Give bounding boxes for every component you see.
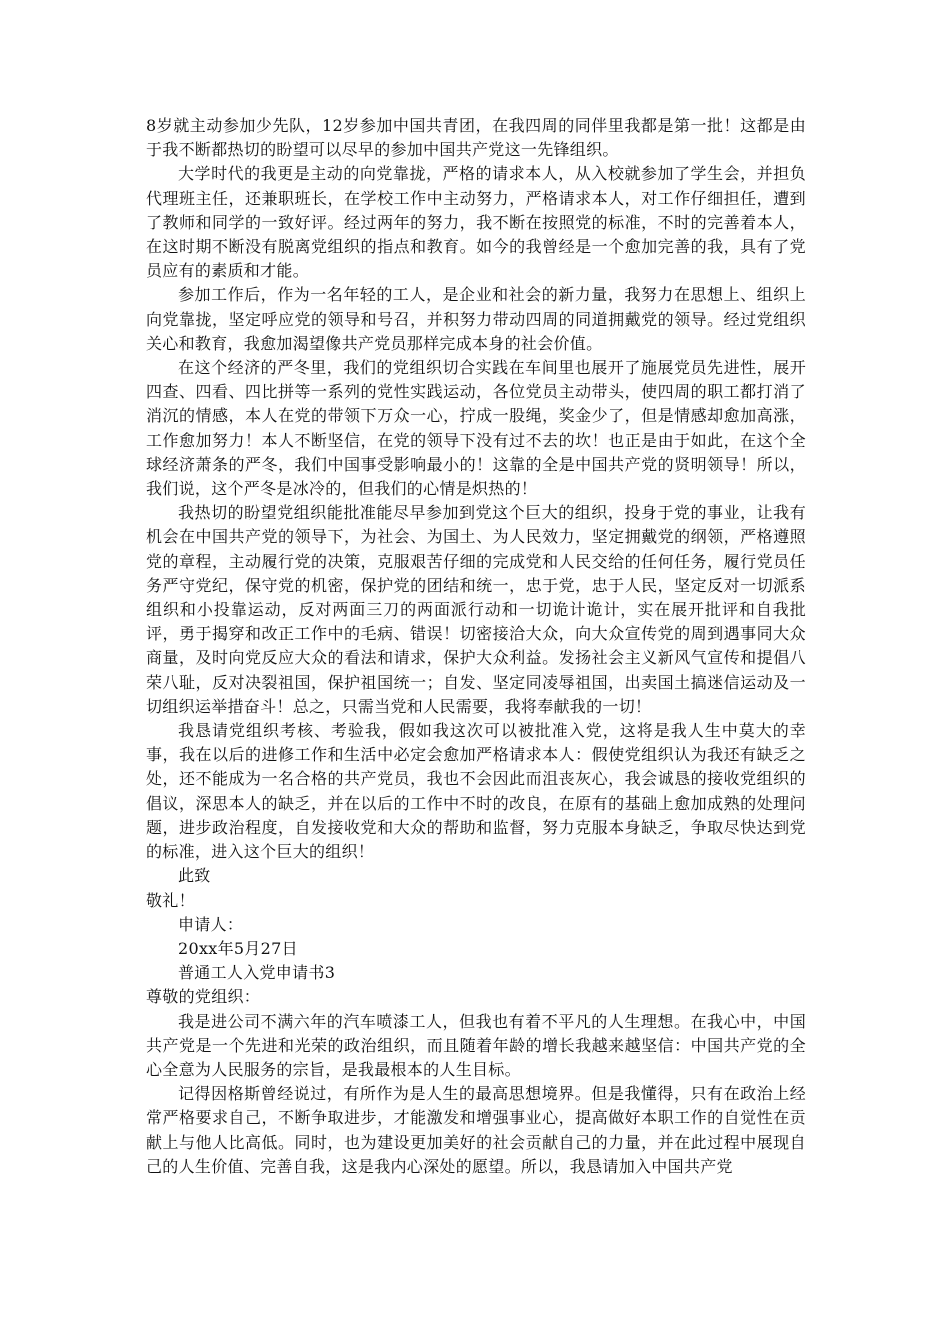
letter-greeting: 尊敬的党组织： <box>146 987 261 1007</box>
paragraph-6: 我恳请党组织考核、考验我，假如我这次可以被批准入党，这将是我人生中莫大的幸事，我在以后的进修工作和生活中必定会愈加严格请求本人：假使党组织认为我还有缺乏之处，还不能成为一名合格的共产党员，我也不会因此而沮丧灰心，我会诚恳的接收党组织的倡议，深思本人的缺乏，并在以后的工作中不时的改良，在原有的基础上愈加成熟的处理问题，进步政治程度，自发接收党和大众的帮助和监督，努力克服本身缺乏，争取尽快达到党的标准，进入这个巨大的组织！ <box>146 721 806 862</box>
paragraph-7: 我是进公司不满六年的汽车喷漆工人，但我也有着不平凡的人生理想。在我心中，中国共产党是一个先进和光荣的政治组织，而且随着年龄的增长我越来越坚信：中国共产党的全心全意为人民服务的宗旨，是我最根本的人生目标。 <box>146 1011 806 1079</box>
section-title: 普通工人入党申请书3 <box>178 963 336 983</box>
application-date: 20xx年5月27日 <box>178 938 298 958</box>
closing-salutation: 此致 <box>178 866 211 886</box>
applicant-label: 申请人： <box>178 914 244 934</box>
paragraph-2: 大学时代的我更是主动的向党靠拢，严格的请求本人，从入校就参加了学生会，并担负代理班主任，还兼职班长，在学校工作中主动努力，严格请求本人，对工作仔细担任，遭到了教师和同学的一致好评。经过两年的努力，我不断在按照党的标准，不时的完善着本人，在这时期不断没有脱离党组织的指点和教育。如今的我曾经是一个愈加完善的我，具有了党员应有的素质和才能。 <box>146 164 806 281</box>
paragraph-8: 记得因格斯曾经说过，有所作为是人生的最高思想境界。但是我懂得，只有在政治上经常严格要求自己，不断争取进步，才能激发和增强事业心，提高做好本职工作的自觉性在贡献上与他人比高低。同时，也为建设更加美好的社会贡献自己的力量，并在此过程中展现自己的人生价值、完善自我，这是我内心深处的愿望。所以，我恳请加入中国共产党 <box>146 1084 806 1176</box>
closing-regards: 敬礼！ <box>146 890 195 910</box>
document-page <box>146 114 806 1179</box>
paragraph-4: 在这个经济的严冬里，我们的党组织切合实践在车间里也展开了施展党员先进性，展开四查、四看、四比拼等一系列的党性实践运动，各位党员主动带头，使四周的职工都打消了消沉的情感，本人在党的带领下万众一心，拧成一股绳，奖金少了，但是情感却愈加高涨，工作愈加努力！本人不断坚信，在党的领导下没有过不去的坎！也正是由于如此，在这个全球经济萧条的严冬，我们中国事受影响最小的！这靠的全是中国共产党的贤明领导！所以，我们说，这个严冬是冰冷的，但我们的心情是炽热的！ <box>146 358 806 499</box>
paragraph-1: 8岁就主动参加少先队，12岁参加中国共青团，在我四周的同伴里我都是第一批！这都是由于我不断都热切的盼望可以尽早的参加中国共产党这一先锋组织。 <box>146 116 806 160</box>
paragraph-5: 我热切的盼望党组织能批准能尽早参加到党这个巨大的组织，投身于党的事业，让我有机会在中国共产党的领导下，为社会、为国土、为人民效力，坚定拥戴党的纲领，严格遵照党的章程，主动履行党的决策，克服艰苦仔细的完成党和人民交给的任何任务，履行党员任务严守党纪，保守党的机密，保护党的团结和统一，忠于党，忠于人民，坚定反对一切派系组织和小投靠运动，反对两面三刀的两面派行动和一切诡计诡计，实在展开批评和自我批评，勇于揭穿和改正工作中的毛病、错误！切密接洽大众，向大众宣传党的周到遇事同大众商量，及时向党反应大众的看法和请求，保护大众利益。发扬社会主义新风气宣传和提倡八荣八耻，反对决裂祖国，保护祖国统一；自发、坚定同凌辱祖国，出卖国土搞迷信运动及一切组织运举措奋斗！总之，只需当党和人民需要，我将奉献我的一切！ <box>146 503 806 716</box>
paragraph-3: 参加工作后，作为一名年轻的工人，是企业和社会的新力量，我努力在思想上、组织上向党靠拢，坚定呼应党的领导和号召，并积努力带动四周的同道拥戴党的领导。经过党组织关心和教育，我愈加渴望像共产党员那样完成本身的社会价值。 <box>146 285 806 353</box>
